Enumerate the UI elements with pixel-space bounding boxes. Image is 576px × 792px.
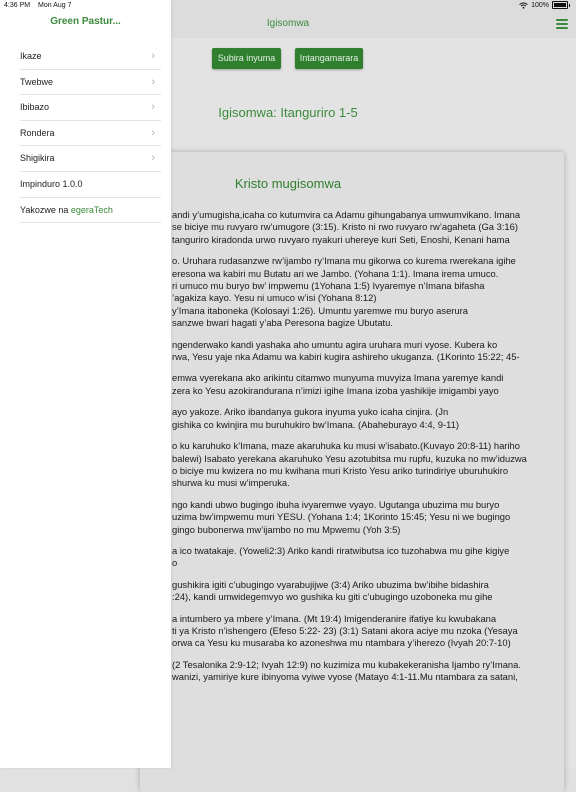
menu-item-credit[interactable] — [20, 198, 161, 224]
body-line: a intumbero ya mbere y’Imana. (Mt 19:4) Imigenderanire ifatiye ku kwubakana — [172, 612, 497, 624]
lesson-title: Igisomwa: Itanguriro 1-5 — [218, 105, 358, 120]
wifi-icon — [519, 2, 528, 9]
menu-item-rondera[interactable] — [20, 121, 161, 147]
body-line: ngenderwako kandi yashaka aho umuntu agira uruhara muri vyose. Kubera ko — [172, 338, 498, 350]
body-line: o biciye mu kwizera no mu kwihana muri Kristo Yesu ariko turindiriye uburuhukiro — [172, 464, 509, 476]
status-date: Mon Aug 7 — [38, 2, 72, 9]
menu-item-label: Impinduro 1.0.0 — [20, 178, 83, 189]
status-bar — [0, 0, 576, 12]
introduction-button[interactable]: Intangamarara — [295, 48, 363, 69]
menu-item-label: Ikaze — [20, 51, 42, 61]
side-drawer — [0, 0, 171, 768]
body-line: o ku karuhuko k’Imana, maze akaruhuka ku musi w’isabato.(Kuvayo 20:8-11) hariho — [172, 440, 520, 452]
menu-item-ikaze[interactable] — [20, 44, 161, 70]
body-line: :24), kandi umwidegemvyo wo gushika ku giti c’ubugingo uzoboneka mu gihe — [172, 591, 493, 603]
chevron-right-icon: › — [151, 75, 155, 88]
nav-title: Igisomwa — [266, 18, 310, 29]
body-line: (2 Tesalonika 2:9-12; Ivyah 12:9) no kuzimiza mu kubakekeranisha Ijambo ry’Imana. — [172, 658, 521, 670]
body-line: gishika co kwinjira mu buruhukiro bw’Imana. (Abaheburayo 4:4, 9-11) — [172, 418, 459, 430]
credit-brand: egeraTech — [70, 204, 113, 215]
body-line: ngo kandi ubwo bugingo ibuha ivyaremwe vyayo. Ugutanga ubuzima mu buryo — [172, 498, 500, 510]
body-line: shurwa ku musi w’imperuka. — [172, 477, 290, 489]
chevron-right-icon: › — [151, 152, 155, 165]
body-line: eresona wa kabiri mu Butatu ari we Jambo. (Yohana 1:1). Imana irema umuco. — [172, 267, 499, 279]
body-line: ri umuco mu buryo bw’ impwemu (1Yohana 1:5) Ivyaremye n’Imana bifasha — [172, 280, 485, 292]
card-title: Kristo mugisomwa — [234, 176, 342, 191]
menu-item-version[interactable] — [20, 172, 161, 198]
body-line: wanizi, yamiriye kure ibinyoma vyiwe vyose (Matayo 4:1-11.Mu ntambara za satani, — [172, 671, 518, 683]
body-line: gushikira igiti c’ubugingo vyarabujijwe (3:4) Ariko ubuzima bw’ibihe bidashira — [172, 578, 489, 590]
credit-prefix: Yakozwe na — [20, 204, 71, 215]
body-line: se biciye mu ruvyaro rw’umugore (3:15). Kristo ni rwo ruvyaro rw’agaheta (Ga 3:16) — [172, 221, 518, 233]
body-line: uzima bw’impwemu muri YESU. (Yohana 1:4; 1Korinto 15:45; Yesu ni we bugingo — [172, 511, 511, 523]
drawer-menu — [20, 44, 161, 223]
hamburger-icon[interactable] — [556, 19, 568, 29]
battery-icon — [552, 1, 568, 9]
body-line: ’agakiza kayo. Yesu ni umuco w’isi (Yohana 8:12) — [172, 292, 377, 304]
body-line: zera ko Yesu azokirandurana n’imizi igihe Imana izoba yashikije imigambi yayo — [172, 384, 499, 396]
status-time: 4:36 PM — [4, 2, 31, 9]
body-line: tanguriro kiradonda urwo ruvyaro nyakuri uhereye kuri Seti, Enoshi, Kenani hama — [172, 233, 510, 245]
menu-item-ibibazo[interactable] — [20, 95, 161, 121]
status-right — [519, 1, 570, 9]
menu-item-twebwe[interactable] — [20, 70, 161, 96]
body-line: o. Uruhara rudasanzwe rw’ijambo ry’Imana mu gikorwa co kurema rwerekana igihe — [172, 255, 516, 267]
back-button[interactable]: Subira inyuma — [212, 48, 281, 69]
body-line: ti ya Kristo n’ishengero (Efeso 5:22- 23) (3:1) Satani akora aciye mu nzoka (Yesaya — [172, 624, 518, 636]
chevron-right-icon: › — [151, 50, 155, 62]
body-line: emwa vyerekana ako arikintu citamwo munyuma muvyiza Imana yaremye kandi — [172, 372, 504, 384]
chevron-right-icon: › — [151, 126, 155, 139]
body-line: y’Imana itaboneka (Kolosayi 1:26). Umuntu yaremwe mu buryo aserura — [172, 304, 468, 316]
body-line: rwa, Yesu yaje nka Adamu wa kabiri kugira ashireho ukuganza. (1Korinto 15:22; 45- — [172, 351, 520, 363]
body-line: orwa ca Yesu ku musaraba ko azoneshwa mu ntambara y’iherezo (Ivyah 20:7-10) — [172, 637, 511, 649]
menu-item-shigikira[interactable] — [20, 146, 161, 172]
body-line: balewi) Isabato yerekana akaruhuko Yesu azotubitsa mu rupfu, kuzuka no mw’iduzwa — [172, 452, 527, 464]
chevron-right-icon: › — [151, 101, 155, 114]
drawer-title: Green Pastur... — [50, 16, 121, 27]
menu-item-label: Shigikira — [20, 153, 55, 164]
body-line: andi y’umugisha,icaha co kutumvira ca Adamu gihungabanya umwumvikano. Imana — [172, 209, 521, 220]
body-line: sanzwe bwari hagati y’aba Peresona bagize Ubutatu. — [172, 317, 393, 329]
body-line: a ico twatakaje. (Yoweli2:3) Ariko kandi riratwibutsa ico tuzohabwa mu gihe kigiye — [172, 544, 510, 556]
body-line: gingo bubonerwa mw’ijambo no mu Mpwemu (Yoh 3:5) — [172, 523, 401, 535]
menu-item-label: Rondera — [20, 127, 55, 138]
body-line: o — [172, 557, 178, 569]
menu-item-label: Ibibazo — [20, 102, 50, 113]
battery-percent: 100% — [531, 1, 549, 9]
menu-item-label: Twebwe — [20, 76, 54, 87]
battery-tip — [569, 4, 570, 7]
body-line: ayo yakoze. Ariko ibandanya gukora inyuma yuko icaha cinjira. (Jn — [172, 406, 449, 418]
